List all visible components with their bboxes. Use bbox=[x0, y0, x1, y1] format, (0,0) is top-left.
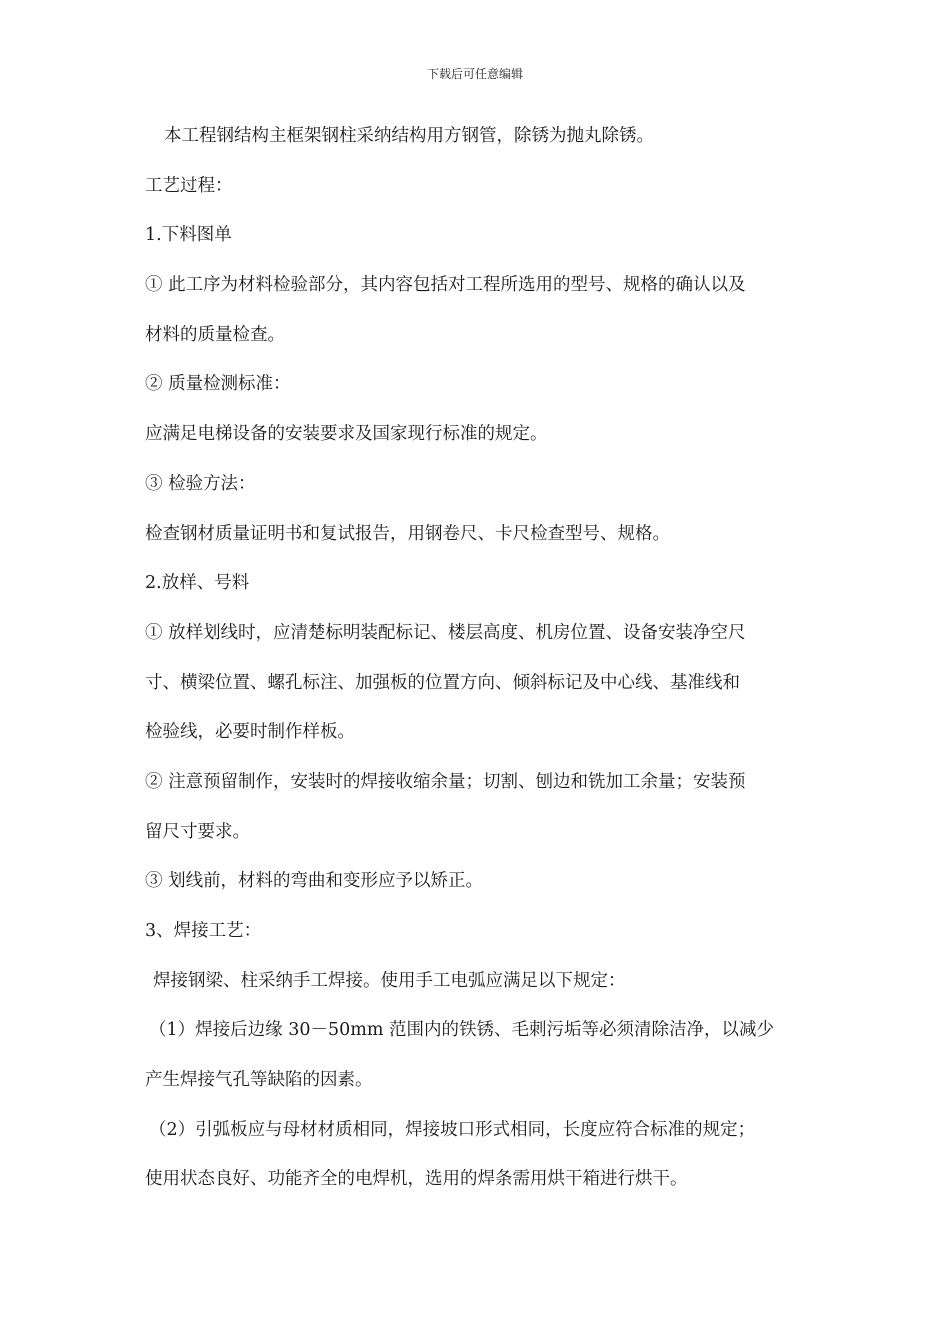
text-line: ② 质量检测标准： bbox=[145, 374, 291, 395]
subsection-heading-3: 3、焊接工艺： bbox=[145, 921, 262, 941]
text-line: 产生焊接气孔等缺陷的因素。 bbox=[145, 1070, 373, 1091]
subsection-heading-2: 2.放样、号料 bbox=[145, 573, 250, 594]
text-line: ① 此工序为材料检验部分，其内容包括对工程所选用的型号、规格的确认以及 bbox=[145, 275, 746, 296]
document-body bbox=[145, 124, 810, 1217]
text-line: 使用状态良好、功能齐全的电焊机，选用的焊条需用烘干箱进行烘干。 bbox=[145, 1169, 688, 1190]
text-line: 焊接钢梁、柱采纳手工焊接。使用手工电弧应满足以下规定： bbox=[153, 970, 626, 991]
text-line: 留尺寸要求。 bbox=[145, 821, 250, 842]
section-heading-process: 工艺过程： bbox=[145, 175, 233, 196]
subsection-heading-1: 1.下料图单 bbox=[145, 225, 232, 246]
text-line: 寸、横梁位置、螺孔标注、加强板的位置方向、倾斜标记及中心线、基准线和 bbox=[145, 672, 740, 693]
paragraph-intro: 本工程钢结构主框架钢柱采纳结构用方钢管，除锈为抛丸除锈。 bbox=[164, 126, 654, 146]
text-line: ③ 划线前，材料的弯曲和变形应予以矫正。 bbox=[145, 871, 484, 892]
text-line: 检查钢材质量证明书和复试报告，用钢卷尺、卡尺检查型号、规格。 bbox=[145, 523, 670, 544]
text-line: 材料的质量检查。 bbox=[145, 324, 285, 345]
text-line: ② 注意预留制作，安装时的焊接收缩余量；切割、刨边和铣加工余量；安装预 bbox=[145, 771, 746, 792]
text-line: 检验线，必要时制作样板。 bbox=[145, 722, 355, 743]
text-line: 应满足电梯设备的安装要求及国家现行标准的规定。 bbox=[145, 424, 548, 445]
text-line: ① 放样划线时，应清楚标明装配标记、楼层高度、机房位置、设备安装净空尺 bbox=[145, 622, 746, 643]
text-line: （1）焊接后边缘 30－50mm 范围内的铁锈、毛刺污垢等必须清除洁净，以减少 bbox=[149, 1020, 774, 1041]
text-line: （2）引弧板应与母材材质相同，焊接坡口形式相同，长度应符合标准的规定； bbox=[149, 1119, 756, 1140]
page-header: 下载后可任意编辑 bbox=[426, 67, 523, 81]
text-line: ③ 检验方法： bbox=[145, 473, 256, 494]
